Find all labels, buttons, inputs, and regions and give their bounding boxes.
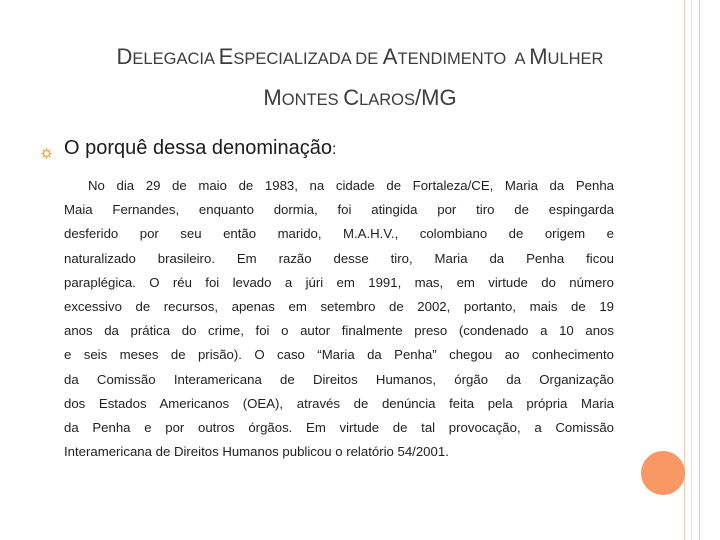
body-paragraph: [64, 174, 614, 464]
title-line-1: [40, 38, 680, 79]
slide-title: [40, 38, 680, 120]
body-line: da Comissão Interamericana de Direitos Humanos, órgão da Organização: [64, 371, 614, 387]
body-line: excessivo de recursos, apenas em setembro de 2002, portanto, mais de 19: [64, 299, 614, 315]
bullet-heading: [64, 137, 664, 160]
body-line: e seis meses de prisão). O caso “Maria da Penha” chegou ao conhecimento: [64, 347, 614, 363]
heading-colon: :: [331, 141, 337, 158]
title-word: [263, 85, 344, 110]
title-cap: M: [263, 85, 282, 110]
right-frame-decoration: [684, 0, 700, 540]
title-line-2: [40, 79, 680, 120]
title-cap: E: [218, 44, 234, 69]
title-cap: D: [116, 44, 133, 69]
body-line: No dia 29 de maio de 1983, na cidade de Fortaleza/CE, Maria da Penha: [88, 178, 614, 193]
sun-bullet-icon: [41, 148, 52, 159]
title-word: [415, 85, 457, 110]
title-smallcaps: ULHER: [547, 50, 604, 68]
body-line: da Penha e por outros órgãos. Em virtude de tal provocação, a Comissão: [64, 420, 614, 436]
title-word: [343, 85, 416, 110]
title-word: [529, 44, 604, 69]
title-word: [116, 44, 219, 69]
title-smallcaps: TENDIMENTO A: [397, 50, 530, 68]
right-frame-inner-line: [691, 0, 692, 540]
body-line: Interamericana de Direitos Humanos publicou o relatório 54/2001.: [64, 444, 449, 460]
title-word: [218, 44, 383, 69]
title-cap: A: [382, 44, 398, 69]
body-line: paraplégica. O réu foi levado a júri em 1991, mas, em virtude do número: [64, 274, 614, 290]
body-line: desferido por seu então marido, M.A.H.V., colombiano de origem e: [64, 226, 614, 242]
orange-circle-decoration: [641, 451, 685, 495]
body-line: naturalizado brasileiro. Em razão desse tiro, Maria da Penha ficou: [64, 250, 614, 266]
title-cap: /MG: [415, 85, 457, 110]
title-cap: C: [343, 85, 360, 110]
title-smallcaps: LAROS: [359, 91, 416, 109]
body-line: anos da prática do crime, foi o autor finalmente preso (condenado a 10 anos: [64, 323, 614, 339]
title-smallcaps: ELEGACIA: [132, 50, 219, 68]
body-line: Maia Fernandes, enquanto dormia, foi atingida por tiro de espingarda: [64, 202, 614, 218]
title-smallcaps: ONTES: [281, 91, 344, 109]
title-smallcaps: SPECIALIZADA DE: [233, 50, 383, 68]
title-cap: M: [529, 44, 548, 69]
title-word: [382, 44, 530, 69]
body-line: dos Estados Americanos (OEA), através de denúncia feita pela própria Maria: [64, 395, 614, 411]
heading-text: O porquê dessa denominação: [64, 137, 332, 159]
